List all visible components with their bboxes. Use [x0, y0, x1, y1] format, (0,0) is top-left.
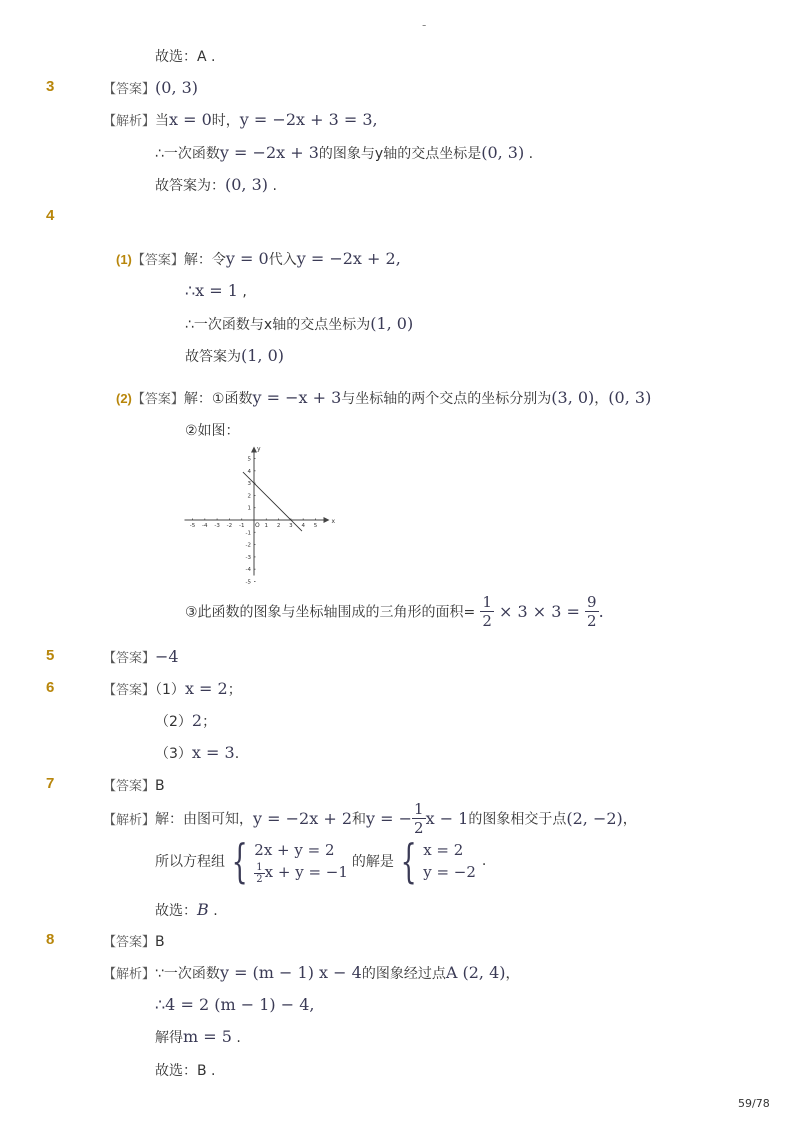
y-tick-label: 1 — [247, 505, 251, 512]
y-tick-label: 2 — [247, 493, 251, 500]
fraction-nine-halves — [585, 593, 599, 630]
math: y = −2x + 3 = 3, — [239, 110, 378, 129]
page-number: 59/78 — [738, 1097, 770, 1110]
q6-line2 — [155, 711, 216, 731]
math: ∴4 = 2 (m − 1) − 4, — [155, 995, 315, 1014]
q4-part1-line2 — [185, 281, 247, 300]
text: 故答案为： — [155, 178, 225, 194]
text: 的图象与y轴的交点坐标是 — [318, 146, 482, 162]
q2-conclusion-text: 故选：A . — [155, 49, 216, 65]
fraction-one-half — [254, 862, 264, 885]
question-number-7: 7 — [46, 775, 55, 792]
math: B — [197, 900, 209, 919]
text: ∵一次函数 — [155, 966, 220, 982]
q8-analysis-line1 — [103, 963, 520, 983]
text: 的图象经过点 — [361, 966, 446, 982]
numerator: 1 — [482, 593, 492, 611]
text: . — [231, 1030, 241, 1046]
text: ， — [594, 391, 609, 407]
math: (0, 3) — [481, 143, 525, 162]
text: 故选：B . — [155, 1063, 216, 1079]
question-number-6: 6 — [46, 679, 55, 696]
q3-answer-line — [103, 78, 198, 97]
numerator: 1 — [414, 800, 424, 818]
part-label: (1) — [116, 252, 132, 267]
text: 代入 — [268, 252, 297, 268]
text: 解：令 — [183, 252, 226, 268]
part-label: (2) — [116, 391, 132, 406]
y-tick-label: -2 — [245, 542, 251, 549]
text: ∴一次函数 — [155, 146, 220, 162]
y-tick-label: -4 — [245, 567, 251, 574]
numerator: 1 — [256, 861, 263, 873]
answer-tag: 【答案】 — [103, 82, 156, 97]
analysis-tag: 【解析】 — [103, 813, 156, 828]
q4-part1-line1 — [116, 249, 401, 269]
q3-analysis-line3 — [155, 175, 277, 195]
analysis-tag: 【解析】 — [103, 114, 156, 129]
answer-tag: 【答案】 — [103, 683, 156, 698]
math: (0, 3) — [225, 175, 269, 194]
math: ∴x = 1 — [185, 281, 238, 300]
origin-label: O — [255, 522, 260, 529]
x-tick-label: -5 — [189, 523, 196, 529]
x-tick-label: -1 — [238, 523, 245, 529]
q6-line3 — [155, 743, 239, 763]
question-number-8: 8 — [46, 931, 55, 948]
fraction-one-half — [480, 593, 494, 630]
math: y = −2x + 2 — [253, 809, 352, 828]
q4-part2-line2 — [185, 420, 240, 440]
q4-part2-line1 — [116, 388, 651, 408]
x-tick-label: -4 — [202, 523, 208, 529]
x-tick-label: 3 — [289, 523, 293, 529]
equation-system-1 — [254, 839, 348, 883]
q8-analysis-line2 — [155, 995, 314, 1014]
text: 和 — [352, 811, 366, 828]
fraction-one-half — [412, 800, 426, 837]
text: ， — [505, 966, 520, 982]
q4-part1-line3 — [185, 314, 413, 334]
math: A (2, 4) — [445, 963, 506, 982]
math: × 3 × 3 = — [499, 602, 580, 621]
x-tick-label: 2 — [276, 523, 281, 529]
q8-analysis-line4 — [155, 1060, 216, 1080]
axes — [185, 446, 336, 582]
function-line — [243, 472, 302, 531]
question-number-5: 5 — [46, 647, 55, 664]
system-row-2: y = −2 — [423, 863, 476, 881]
denominator: 2 — [482, 612, 492, 630]
answer-tag: 【答案】 — [131, 253, 184, 268]
math: (0, 3) — [608, 388, 652, 407]
math: (1, 0) — [241, 346, 285, 365]
y-tick-label: -1 — [245, 530, 251, 537]
q3-analysis-line2 — [155, 143, 533, 163]
math: y = (m − 1) x − 4 — [219, 963, 362, 982]
text: （1） — [155, 682, 185, 698]
text: . — [481, 853, 487, 869]
equation-system-2 — [423, 839, 476, 883]
math: x = 3 — [191, 743, 235, 762]
math: x = 2 — [184, 679, 228, 698]
text: . — [234, 746, 240, 762]
q7-analysis-line1 — [103, 800, 637, 837]
q7-answer-line — [103, 775, 165, 794]
q8-answer-line — [103, 931, 165, 950]
coordinate-graph — [182, 444, 342, 594]
question-number-3: 3 — [46, 78, 55, 95]
math: y = 0 — [225, 249, 269, 268]
series — [243, 472, 302, 531]
y-tick-label: 3 — [247, 481, 251, 488]
text: ③此函数的图象与坐标轴围成的三角形的面积= — [185, 604, 476, 621]
text: （2） — [155, 714, 192, 730]
left-brace: { — [231, 834, 248, 888]
q8-answer: B — [155, 934, 165, 950]
question-number-4: 4 — [46, 207, 55, 224]
y-tick-label: -5 — [245, 579, 251, 586]
text: . — [208, 903, 218, 919]
q7-analysis-line2 — [155, 834, 487, 888]
answer-tag: 【答案】 — [103, 779, 156, 794]
left-brace: { — [400, 834, 417, 888]
math: m = 5 — [183, 1027, 232, 1046]
text: ， — [622, 811, 637, 828]
system-row-1: 2x + y = 2 — [254, 841, 335, 859]
text: ②如图： — [185, 423, 240, 439]
x-tick-label: 1 — [264, 523, 269, 529]
q7-analysis-line3 — [155, 900, 218, 920]
text: 解：由图可知， — [155, 811, 254, 828]
text: 当 — [155, 113, 170, 129]
x-tick-label: 5 — [313, 523, 318, 529]
math: y = −2x + 2, — [296, 249, 401, 268]
math: x − 1 — [425, 809, 469, 828]
text: 的解是 — [351, 854, 394, 870]
analysis-tag: 【解析】 — [103, 967, 156, 982]
y-tick-label: -3 — [245, 554, 251, 561]
denominator: 2 — [587, 612, 597, 630]
x-tick-label: -2 — [226, 523, 233, 529]
math: (3, 0) — [551, 388, 595, 407]
q5-answer-line — [103, 647, 179, 666]
system-row-1: x = 2 — [423, 841, 464, 859]
text: （3） — [155, 746, 192, 762]
denominator: 2 — [414, 819, 424, 837]
text: ∴一次函数与x轴的交点坐标为 — [185, 317, 371, 333]
text: 故答案为 — [185, 349, 241, 365]
system-row-2 — [254, 861, 348, 883]
x-tick-label: -3 — [214, 523, 220, 529]
y-tick-label: 4 — [247, 468, 251, 475]
math: x = 0 — [169, 110, 212, 129]
text: 的图象相交于点 — [468, 811, 567, 828]
math: y = −2x + 3 — [219, 143, 319, 162]
y-tick-label: 5 — [247, 456, 251, 463]
text: ； — [202, 714, 217, 730]
math: y = − — [366, 809, 413, 828]
text: ； — [227, 682, 242, 698]
q6-line1 — [103, 679, 242, 699]
math: (1, 0) — [370, 314, 414, 333]
q8-analysis-line3 — [155, 1027, 241, 1047]
q2-conclusion — [155, 46, 215, 66]
system-row-2-text: x + y = −1 — [264, 863, 348, 881]
x-axis-label: x — [331, 518, 336, 525]
q3-answer: (0, 3) — [155, 78, 199, 97]
numerator: 9 — [587, 593, 597, 611]
text: 与坐标轴的两个交点的坐标分别为 — [341, 391, 552, 407]
math: . — [598, 602, 604, 621]
q4-part1-line4 — [185, 346, 284, 366]
q4-part2-line3 — [185, 593, 604, 630]
text: 时， — [211, 113, 240, 129]
x-axis-arrow — [324, 517, 330, 523]
math: 2 — [191, 711, 203, 730]
y-axis-label: y — [257, 445, 261, 453]
math: (2, −2) — [566, 809, 623, 828]
top-mark: - — [422, 18, 427, 32]
text: , — [237, 284, 247, 300]
math: −4 — [155, 647, 179, 666]
x-tick-label: 4 — [301, 523, 305, 529]
q7-answer: B — [155, 778, 165, 794]
denominator: 2 — [256, 873, 263, 885]
text: . — [268, 178, 277, 194]
q3-analysis-line1 — [103, 110, 378, 130]
answer-tag: 【答案】 — [103, 651, 156, 666]
answer-tag: 【答案】 — [103, 935, 156, 950]
text: . — [524, 146, 534, 162]
text: 解：①函数 — [183, 391, 253, 407]
text: 故选： — [155, 903, 197, 919]
text: 所以方程组 — [155, 854, 225, 870]
text: 解得 — [155, 1030, 183, 1046]
answer-tag: 【答案】 — [131, 392, 184, 407]
math: y = −x + 3 — [252, 388, 342, 407]
